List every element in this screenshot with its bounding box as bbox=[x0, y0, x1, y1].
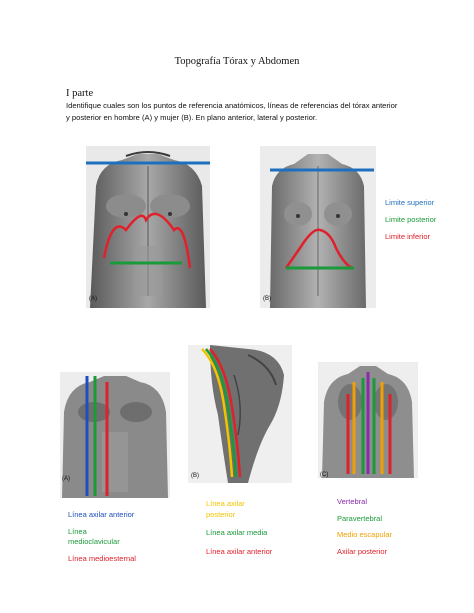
caption-medioclavicular: medioclavicular bbox=[68, 537, 120, 546]
instructions-line-2: y posterior en hombre (A) y mujer (B). En plano anterior, lateral y posterior. bbox=[66, 113, 318, 122]
legend-item-limite-inferior: Limite inferior bbox=[385, 232, 431, 241]
figure-female-anterior bbox=[260, 146, 376, 308]
document-title: Topografía Tórax y Abdomen bbox=[174, 56, 300, 67]
instructions bbox=[66, 100, 426, 124]
caption-posterior: posterior bbox=[206, 509, 236, 519]
figure-male-anterior bbox=[86, 146, 210, 308]
captions-lateral bbox=[206, 499, 272, 557]
caption-axilar-posterior: Axilar posterior bbox=[337, 546, 388, 556]
legend-item-limite-posterior: Limite posterior bbox=[385, 215, 437, 224]
part-heading: I parte bbox=[66, 88, 94, 99]
caption-linea-axilar-media: Línea axilar media bbox=[206, 528, 268, 537]
caption-linea-axilar-anterior: Línea axilar anterior bbox=[68, 510, 135, 519]
figure-label: (B) bbox=[263, 296, 271, 302]
caption-medio-escapular: Medio escapular bbox=[337, 530, 393, 539]
caption-linea-medioesternal: Línea medioesternal bbox=[68, 553, 136, 563]
figure-label: (A) bbox=[62, 476, 70, 482]
caption-linea-axilar: Línea axilar bbox=[206, 499, 245, 508]
figure-label: (B) bbox=[191, 473, 199, 479]
legend-item-limite-superior: Limite superior bbox=[385, 198, 435, 207]
captions-posterior bbox=[337, 497, 392, 557]
caption-linea-axilar-anterior-lateral: Línea axilar anterior bbox=[206, 546, 273, 556]
figure-label: (C) bbox=[320, 472, 329, 478]
caption-linea: Línea bbox=[68, 526, 87, 536]
captions-anterior bbox=[68, 510, 136, 564]
figure-anterior-lines bbox=[60, 372, 170, 498]
caption-paravertebral: Paravertebral bbox=[337, 513, 383, 523]
instructions-line-1: Identifique cuales son los puntos de referencia anatómicos, líneas de referencias del tórax anterior bbox=[66, 101, 398, 110]
figure-lateral bbox=[188, 345, 292, 483]
figure-label: (A) bbox=[89, 296, 97, 302]
caption-vertebral: Vertebral bbox=[337, 497, 368, 506]
figure-posterior bbox=[318, 362, 418, 478]
legend-reference-limits bbox=[385, 197, 436, 242]
